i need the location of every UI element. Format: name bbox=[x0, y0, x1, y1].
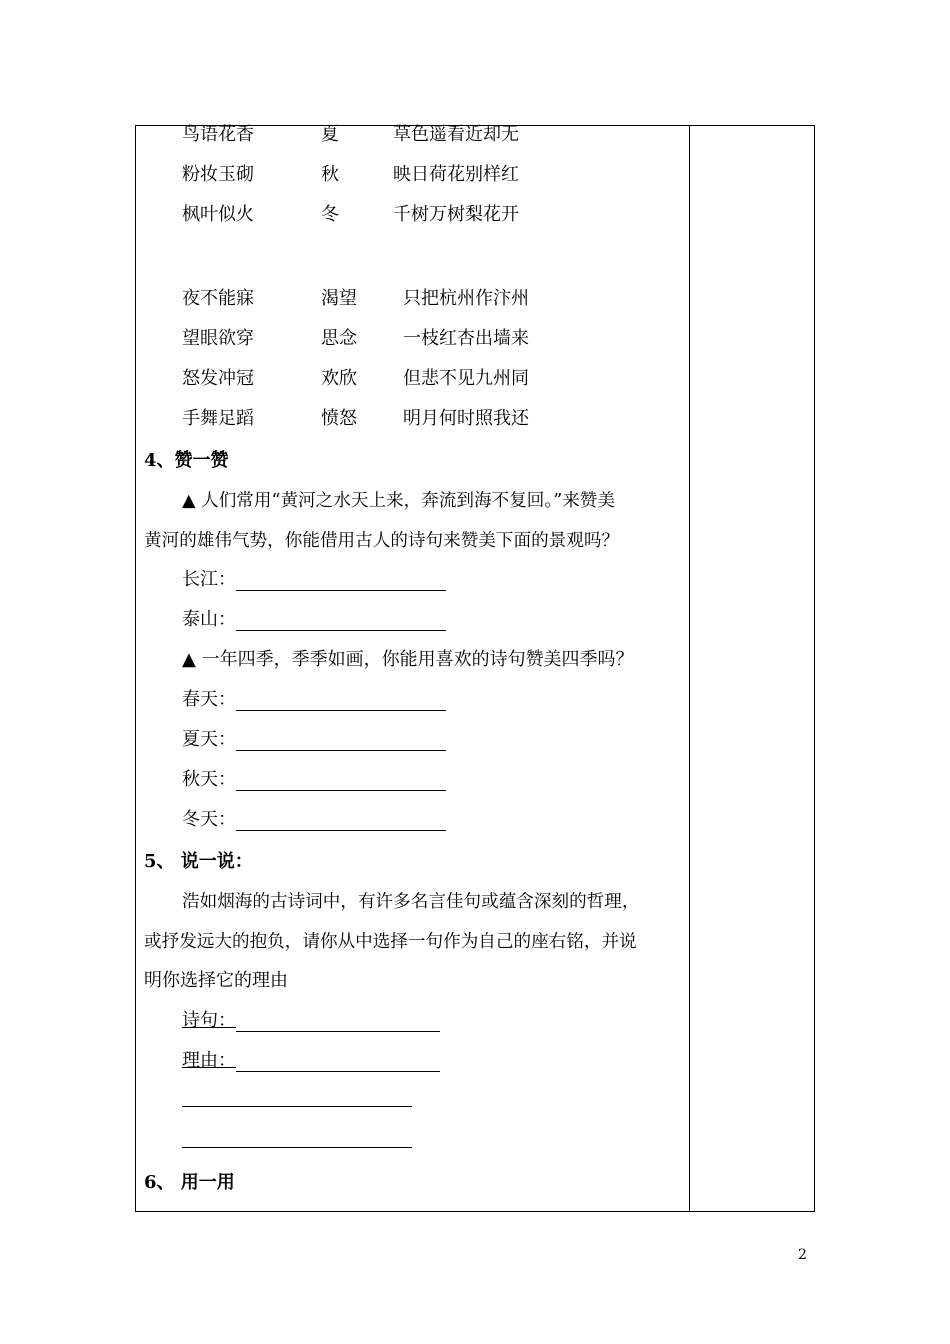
answer-row-summer bbox=[182, 729, 446, 751]
poem-blank[interactable] bbox=[236, 1013, 440, 1032]
season-poem-3: 千树万树梨花开 bbox=[393, 204, 519, 225]
section5-title: 5、 说一说： bbox=[144, 851, 253, 872]
emotion-poem-2: 一枝红杏出墙来 bbox=[403, 328, 529, 349]
emotion-phrase-4: 手舞足蹈 bbox=[182, 408, 254, 429]
season-poem-2: 映日荷花别样红 bbox=[393, 164, 519, 185]
answer-row-spring bbox=[182, 689, 446, 711]
answer-label: 春天： bbox=[182, 689, 236, 710]
answer-blank[interactable] bbox=[236, 772, 446, 791]
answer-row-winter bbox=[182, 809, 446, 831]
section5-para-line2: 或抒发远大的抱负，请你从中选择一句作为自己的座右铭，并说 bbox=[144, 932, 637, 952]
section6-title: 6、 用一用 bbox=[144, 1172, 235, 1193]
emotion-3: 欢欣 bbox=[321, 368, 357, 389]
emotion-4: 愤怒 bbox=[321, 408, 357, 429]
season-phrase-1: 鸟语花香 bbox=[182, 124, 254, 145]
reason-extra-line-2[interactable] bbox=[182, 1147, 412, 1148]
season-phrase-3: 枫叶似火 bbox=[182, 204, 254, 225]
answer-row-changjiang bbox=[182, 569, 446, 591]
answer-label: 长江： bbox=[182, 569, 236, 590]
answer-label: 夏天： bbox=[182, 729, 236, 750]
emotion-2: 思念 bbox=[321, 328, 357, 349]
poem-answer-row bbox=[182, 1010, 440, 1032]
emotion-1: 渴望 bbox=[321, 288, 357, 309]
table-column-divider bbox=[689, 125, 690, 1212]
section4-q1-line2: 黄河的雄伟气势，你能借用古人的诗句来赞美下面的景观吗？ bbox=[144, 531, 620, 551]
page-number: 2 bbox=[798, 1247, 807, 1263]
section5-para-line1: 浩如烟海的古诗词中，有许多名言佳句或蕴含深刻的哲理， bbox=[182, 892, 640, 912]
answer-blank[interactable] bbox=[236, 572, 446, 591]
section5-para-line3: 明你选择它的理由 bbox=[144, 970, 288, 991]
emotion-poem-1: 只把杭州作汴州 bbox=[403, 288, 529, 309]
season-1: 夏 bbox=[321, 124, 339, 145]
answer-blank[interactable] bbox=[236, 732, 446, 751]
season-2: 秋 bbox=[321, 164, 339, 185]
emotion-poem-3: 但悲不见九州同 bbox=[403, 368, 529, 389]
emotion-phrase-2: 望眼欲穿 bbox=[182, 328, 254, 349]
season-3: 冬 bbox=[321, 204, 339, 225]
answer-label: 秋天： bbox=[182, 769, 236, 790]
answer-row-taishan bbox=[182, 609, 446, 631]
emotion-phrase-1: 夜不能寐 bbox=[182, 288, 254, 309]
reason-blank[interactable] bbox=[236, 1053, 440, 1072]
section4-title: 4、赞一赞 bbox=[144, 450, 229, 471]
answer-blank[interactable] bbox=[236, 692, 446, 711]
emotion-phrase-3: 怒发冲冠 bbox=[182, 368, 254, 389]
answer-label: 泰山： bbox=[182, 609, 236, 630]
season-poem-1: 草色遥看近却无 bbox=[393, 124, 519, 145]
section4-q2: ▲ 一年四季，季季如画，你能用喜欢的诗句赞美四季吗？ bbox=[182, 649, 634, 670]
answer-blank[interactable] bbox=[236, 612, 446, 631]
reason-extra-line-1[interactable] bbox=[182, 1106, 412, 1107]
answer-label: 冬天： bbox=[182, 809, 236, 830]
answer-row-autumn bbox=[182, 769, 446, 791]
section4-q1-line1: ▲ 人们常用“黄河之水天上来，奔流到海不复回。”来赞美 bbox=[182, 491, 615, 511]
emotion-poem-4: 明月何时照我还 bbox=[403, 408, 529, 429]
season-phrase-2: 粉妆玉砌 bbox=[182, 164, 254, 185]
answer-blank[interactable] bbox=[236, 812, 446, 831]
reason-label: 理由： bbox=[182, 1050, 236, 1071]
poem-label: 诗句： bbox=[182, 1010, 236, 1031]
reason-answer-row bbox=[182, 1050, 440, 1072]
